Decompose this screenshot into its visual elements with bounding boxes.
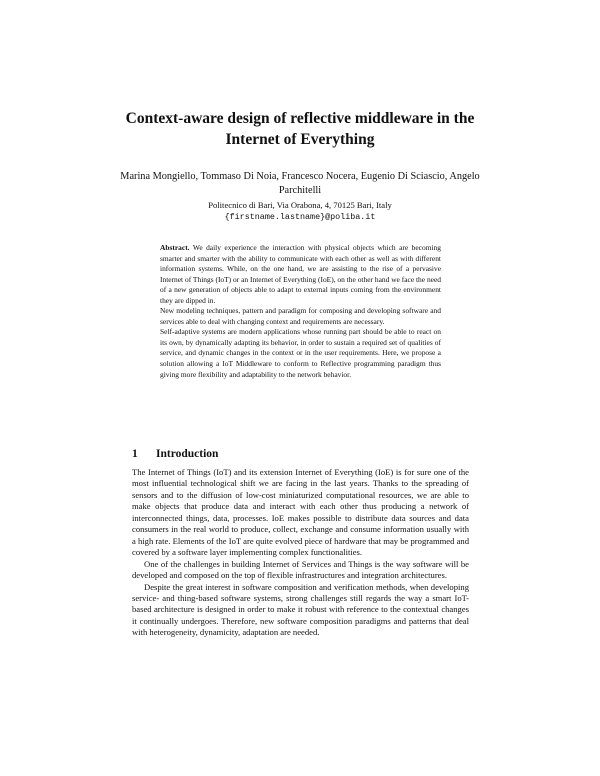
abstract [160, 243, 441, 380]
section-number: 1 [132, 448, 138, 460]
author-list: Marina Mongiello, Tommaso Di Noia, Francesco Nocera, Eugenio Di Sciascio, Angelo Parchitelli [120, 171, 480, 196]
section-body [132, 467, 469, 639]
body-paragraph-3: Despite the great interest in software composition and verification methods, when developing service- and thing-based software systems, strong challenges still regards the way a smart IoT-based architecture is designed in order to make it robust with reference to the contextual changes it continually undergoes. Therefore, new software composition paradigms and patterns that deal with heterogeneity, dynamicity, adaptation are needed. [132, 581, 469, 638]
author-email: {firstname.lastname}@poliba.it [224, 211, 376, 222]
body-paragraph-2: One of the challenges in building Internet of Services and Things is the way software will be developed and composed on the top of flexible infrastructures and integration architectures. [132, 558, 469, 581]
section-title: Introduction [156, 448, 219, 460]
abstract-paragraph-1: We daily experience the interaction with physical objects which are becoming smarter and smarter with the ability to communicate with each other as well as with different information systems. While, on the one hand, we are assisting to the rise of a pervasive Internet of Things (IoT) or an Internet of Everything (IoE), on the other hand we face the need of a new generation of objects able to adapt to external inputs coming from the environment they are dipped in. [160, 243, 441, 305]
section-heading [132, 447, 218, 461]
paper-title: Context-aware design of reflective middleware in the Internet of Everything [125, 110, 475, 148]
abstract-paragraph-3: Self-adaptive systems are modern applications whose running part should be able to react on its own, by dynamically adapting its behavior, in order to sustain a required set of qualities of service, and dynamic changes in the context or in the user requirements. Here, we propose a solution allowing a IoT Middleware to conform to Reflective programming paradigm thus giving more flexibility and adaptability to the network behavior. [160, 327, 441, 379]
affiliation: Politecnico di Bari, Via Orabona, 4, 70125 Bari, Italy [208, 200, 392, 210]
abstract-label: Abstract. [160, 243, 190, 252]
affiliation-block [110, 200, 490, 223]
body-paragraph-1: The Internet of Things (IoT) and its extension Internet of Everything (IoE) is for sure one of the most influential technological shift we are facing in the last years. Thanks to the spreading of sensors and to the diffusion of low-cost miniaturized computational resources, we are able to make objects that produce data and interact with each other thus producing a network of interconnected things, data, processes. IoE makes possible to distribute data sources and data consumers in the real world to produce, collect, exchange and consume information usually with a high rate. Elements of the IoT are quite evolved piece of hardware that may be programmed and covered by a software layer implementing complex functionalities. [132, 467, 469, 558]
abstract-paragraph-2: New modeling techniques, pattern and paradigm for composing and developing software and services able to deal with changing context and requirements are necessary. [160, 306, 441, 326]
